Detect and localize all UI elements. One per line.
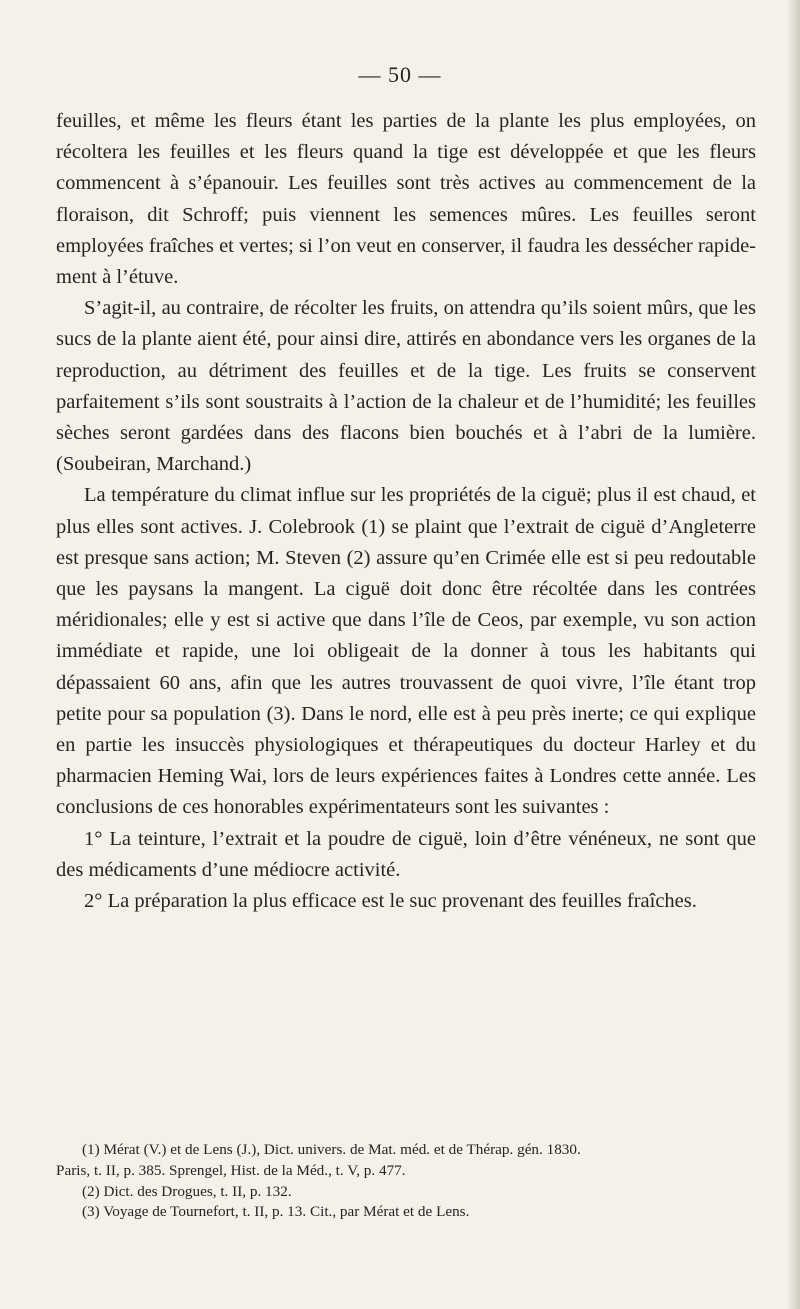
paragraph: S’agit-il, au contraire, de récolter les fruits, on attendra qu’ils soient mûrs, que les sucs de la plante aient été, pour ainsi dire, attirés en abondance vers les organes de la reproduction, au détriment des feuilles et de la tige. Les fruits se conservent parfaitement s’ils sont soustraits à l’action de la chaleur et de l’humidité; les feuilles sèches seront gardées dans des flacons bien bouchés et à l’abri de la lumière. (Soubeiran, Marchand.)	[56, 297, 756, 476]
footnote: (2) Dict. des Drogues, t. II, p. 132.	[82, 1182, 292, 1200]
paragraph: 2° La préparation la plus efficace est le suc provenant des feuilles fraîches.	[84, 890, 697, 913]
footnote-continuation: Paris, t. II, p. 385. Sprengel, Hist. de la Méd., t. V, p. 477.	[56, 1161, 406, 1179]
footnote: (3) Voyage de Tournefort, t. II, p. 13. Cit., par Mérat et de Lens.	[82, 1203, 470, 1221]
footnotes	[56, 1140, 756, 1223]
paragraph: La température du climat influe sur les propriétés de la ciguë; plus il est chaud, et plus elles sont actives. J. Colebrook (1) se plaint que l’extrait de ciguë d’Angleterre est presque sans action; M. Steven (2) assure qu’en Crimée elle est si peu redoutable que les paysans la mangent. La ciguë doit donc être récoltée dans les contrées méridionales; elle y est si active que dans l’île de Ceos, par exemple, vu son action immédiate et rapide, une loi obligeait de la donner à tous les habitants qui dépassaient 60 ans, afin que les autres trouvassent de quoi vivre, l’île étant trop petite pour sa population (3). Dans le nord, elle est à peu près inerte; ce qui explique en partie les insuccès physiologiques et thérapeutiques du docteur Harley et du pharmacien Heming Wai, lors de leurs expériences faites à Londres cette année. Les conclusions de ces honorables expérimentateurs sont les suivantes :	[56, 484, 756, 819]
footnote: (1) Mérat (V.) et de Lens (J.), Dict. univers. de Mat. méd. et de Thérap. gén. 1830.	[82, 1141, 581, 1158]
page-number: — 50 —	[358, 62, 442, 87]
paragraph: feuilles, et même les fleurs étant les parties de la plante les plus employées, on récoltera les feuilles et les fleurs quand la tige est développée et que les fleurs commencent à s’épanouir. Les feuilles sont très actives au commencement de la floraison, dit Schroff; puis viennent les semences mûres. Les feuilles seront employées fraîches et vertes; si l’on veut en conserver, il faudra les dessécher rapidement à l’étuve.	[56, 110, 756, 289]
page-edge-shadow	[786, 0, 800, 1309]
paragraph: 1° La teinture, l’extrait et la poudre de ciguë, loin d’être vénéneux, ne sont que des médicaments d’une médiocre activité.	[56, 827, 756, 881]
body-text	[56, 106, 756, 917]
